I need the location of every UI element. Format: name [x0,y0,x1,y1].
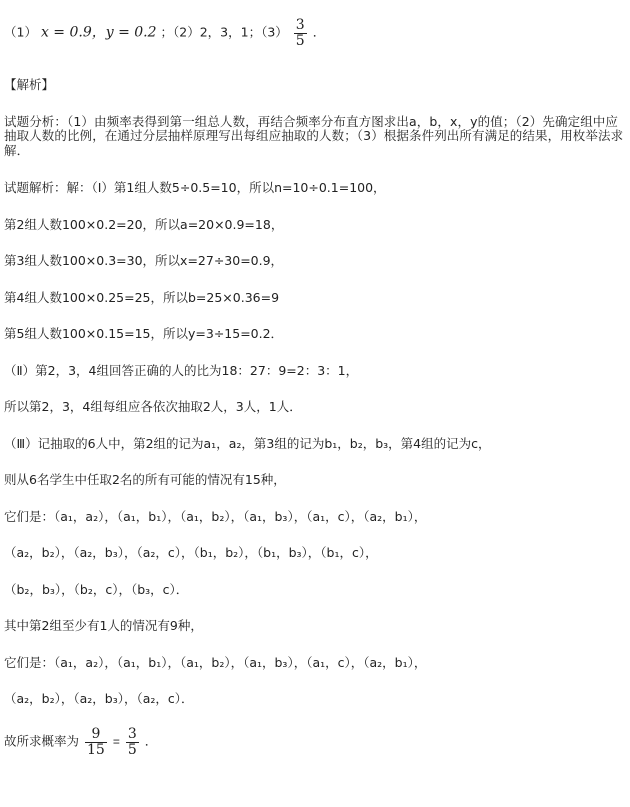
answer-end-mark: ． [312,24,326,40]
analysis-paragraph: 试题分析：（1）由频率表得到第一组总人数，再结合频率分布直方图求出a，b，x，y的值；（2）先确定组中应抽取人数的比例，在通过分层抽样原理写出每组应抽取的人数；（3）根据条件列出所有满足的结果，用枚举法求解． [4,114,624,158]
answer-fraction-numerator: 3 [295,17,305,33]
final-fraction-2-denominator: 5 [127,741,137,758]
final-fraction-2-numerator: 3 [127,726,137,742]
final-fraction-1 [85,727,107,757]
answer-fraction [294,18,307,48]
solution-line-7: 所以第2，3，4组每组应各依次抽取2人，3人，1人． [4,399,302,414]
section-title: 【解析】 [4,77,55,92]
final-end-mark: ． [144,733,158,749]
solution-line-6: （Ⅱ）第2，3，4组回答正确的人的比为18：27：9=2：3：1， [4,363,359,378]
solution-line-13: 其中第2组至少有1人的情况有9种， [4,618,203,633]
answer-part2-3-text: ；（2）2，3，1；（3） [160,24,288,40]
final-label: 故所求概率为 [4,733,80,749]
solution-line-3: 第3组人数100×0.3=30，所以x=27÷30=0.9， [4,253,284,268]
final-probability-line [4,727,624,757]
final-equals: = [112,734,120,749]
final-fraction-1-numerator: 9 [85,727,107,743]
solution-line-10: 它们是：（a₁，a₂），（a₁，b₁），（a₁，b₂），（a₁，b₃），（a₁，c），（a₂，b₁）， [4,509,427,524]
solution-line-11: （a₂，b₂），（a₂，b₃），（a₂，c），（b₁，b₂），（b₁，b₃），（b₁，c）， [4,545,378,560]
solution-line-15: （a₂，b₂），（a₂，b₃），（a₂，c）． [4,691,194,706]
solution-line-12: （b₂，b₃），（b₂，c），（b₃，c）． [4,582,189,597]
solution-line-1: 试题解析：解：（Ⅰ）第1组人数5÷0.5=10，所以n=10÷0.1=100， [4,180,386,195]
final-fraction-1-denominator: 15 [87,741,105,758]
answer-fraction-denominator: 5 [295,32,305,49]
solution-line-5: 第5组人数100×0.15=15，所以y=3÷15=0.2． [4,326,284,341]
answer-part1-math: x = 0.9，y = 0.2 [40,24,157,41]
solution-line-4: 第4组人数100×0.25=25，所以b=25×0.36=9 [4,290,280,305]
solution-line-9: 则从6名学生中任取2名的所有可能的情况有15种， [4,472,286,487]
answer-line [4,18,624,48]
solution-line-2: 第2组人数100×0.2=20，所以a=20×0.9=18， [4,217,284,232]
solution-line-8: （Ⅲ）记抽取的6人中，第2组的记为a₁，a₂，第3组的记为b₁，b₂，b₃，第4组的记为c， [4,436,491,451]
solution-line-14: 它们是：（a₁，a₂），（a₁，b₁），（a₁，b₂），（a₁，b₃），（a₁，c），（a₂，b₁）， [4,655,427,670]
answer-part1-label: （1） [4,24,37,40]
final-fraction-2 [126,727,139,757]
